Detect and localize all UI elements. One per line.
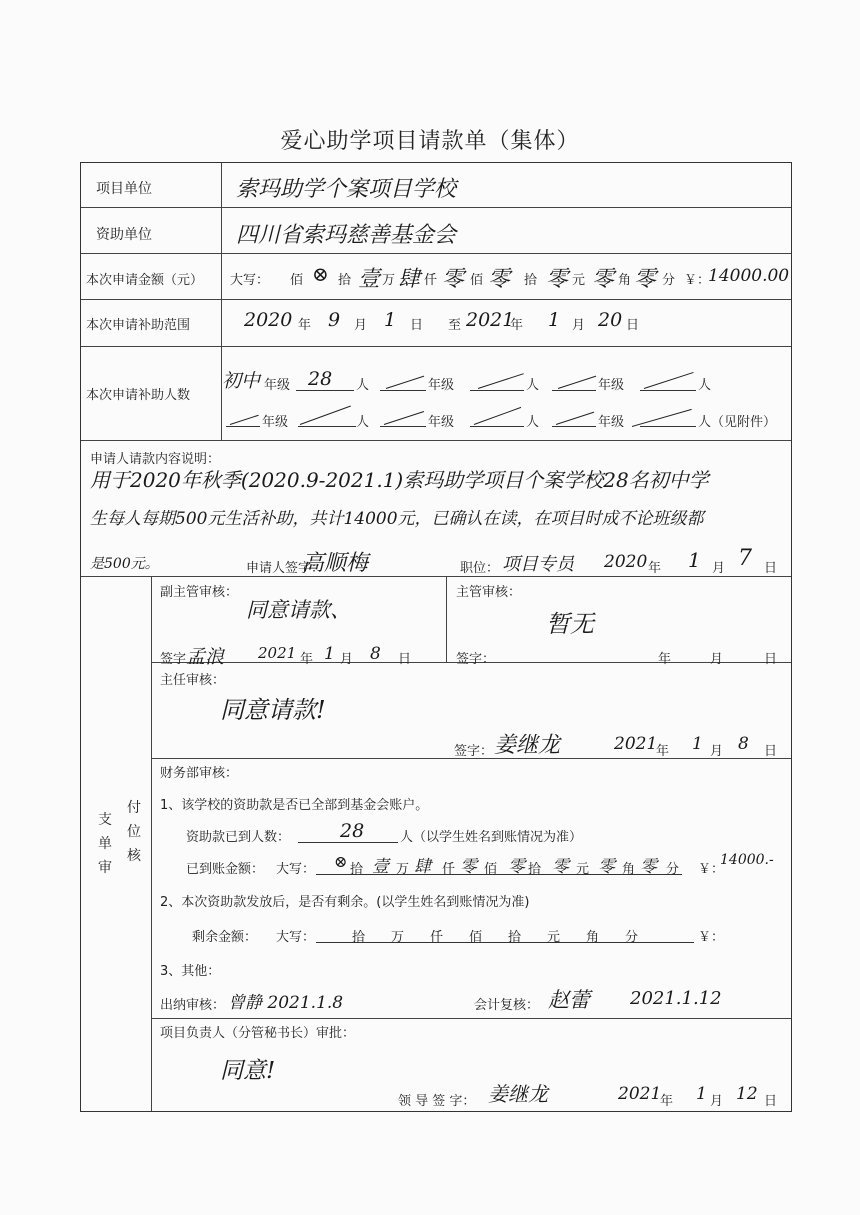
account-numeric: 14000.- <box>720 852 774 868</box>
amount-unit-bai2: 佰 <box>470 273 484 288</box>
people-attachment-note: 人（见附件） <box>698 415 777 430</box>
leader-year: 2021 <box>618 1084 662 1104</box>
supervisor-day-label: 日 <box>764 652 778 667</box>
director-year: 2021 <box>614 734 658 754</box>
people-person-label-4: 人 <box>698 378 712 393</box>
cashier-label: 出纳审核： <box>160 998 226 1013</box>
project-unit-label: 项目单位 <box>96 181 152 197</box>
amount-unit-wan: 万 <box>382 273 396 288</box>
amount-digit-4: 零 <box>488 267 511 292</box>
deputy-label: 副主管审核： <box>160 585 239 600</box>
explanation-line-3: 是500元。 <box>90 556 159 572</box>
arrived-label: 资助款已到人数： <box>186 830 291 845</box>
account-digit-4: 零 <box>508 857 525 877</box>
account-digit-7: 零 <box>640 857 657 877</box>
amount-unit-yuan: 元 <box>572 273 586 288</box>
amount-unit-shi2: 拾 <box>524 273 538 288</box>
position-label: 职位： <box>460 561 500 576</box>
supervisor-sign-label: 签字： <box>456 652 496 667</box>
range-end-day: 20 <box>598 309 623 331</box>
leader-comment: 同意! <box>220 1058 276 1084</box>
funding-unit-label: 资助单位 <box>96 227 152 243</box>
remain-units: 拾 万 仟 佰 拾 元 角 分 <box>352 930 639 945</box>
range-start-day: 1 <box>384 309 397 331</box>
apply-day-label: 日 <box>764 561 778 576</box>
range-start-month: 9 <box>328 309 341 331</box>
arrived-note: 人（以学生姓名到账情况为准） <box>400 830 583 845</box>
people-grade-label-2: 年级 <box>428 378 455 393</box>
deputy-year-label: 年 <box>300 652 314 667</box>
amount-unit-jiao: 角 <box>618 273 632 288</box>
director-signature: 姜继龙 <box>494 733 561 758</box>
range-label: 本次申请补助范围 <box>86 318 191 333</box>
amount-digit-0: ⊗ <box>312 262 329 286</box>
apply-day: 7 <box>738 546 752 571</box>
funding-unit-value: 四川省索玛慈善基金会 <box>236 223 457 248</box>
amount-unit-bai: 佰 <box>290 273 304 288</box>
apply-year-label: 年 <box>648 561 662 576</box>
people-person-label-3: 人 <box>526 378 540 393</box>
amount-digit-7: 零 <box>634 267 657 292</box>
explanation-label: 申请人请款内容说明： <box>90 452 221 467</box>
deputy-year: 2021 <box>258 644 297 662</box>
people-person-label-1: 人 <box>356 378 370 393</box>
leader-signature: 姜继龙 <box>488 1082 548 1106</box>
supervisor-month-label: 月 <box>710 652 724 667</box>
range-end-month: 1 <box>548 309 561 331</box>
account-unit-qian: 仟 <box>442 862 456 877</box>
range-month-label-2: 月 <box>572 318 586 333</box>
director-day-label: 日 <box>764 744 778 759</box>
finance-q1: 1、该学校的资助款是否已全部到基金会账户。 <box>160 798 429 813</box>
director-month-label: 月 <box>710 744 724 759</box>
leader-sign-label: 领 导 签 字： <box>398 1094 476 1109</box>
account-digit-3: 零 <box>460 857 477 877</box>
payment-label-right: 付位核 <box>127 800 141 864</box>
director-label: 主任审核： <box>160 673 226 688</box>
leader-month: 1 <box>696 1084 707 1104</box>
amount-digit-2: 肆 <box>398 267 421 292</box>
amount-yen-label: ￥： <box>684 273 711 288</box>
apply-month-label: 月 <box>712 561 726 576</box>
amount-digit-1: 壹 <box>358 267 381 292</box>
leader-year-label: 年 <box>660 1094 674 1109</box>
people-grade-label-5: 年级 <box>428 415 455 430</box>
accountant-label: 会计复核： <box>474 998 540 1013</box>
account-daxie: 大写： <box>276 862 316 877</box>
range-day-label-1: 日 <box>410 318 424 333</box>
leader-day-label: 日 <box>764 1094 778 1109</box>
amount-unit-qian: 仟 <box>424 273 438 288</box>
deputy-month: 1 <box>324 644 335 664</box>
range-day-label-2: 日 <box>626 318 640 333</box>
deputy-day: 8 <box>370 644 381 664</box>
leader-day: 12 <box>736 1084 758 1104</box>
explanation-line-2: 生每人每期500元生活补助，共计14000元，已确认在读，在项目时成不论班级都 <box>90 509 704 529</box>
applicant-signature: 高顺梅 <box>302 551 369 576</box>
deputy-day-label: 日 <box>398 652 412 667</box>
account-unit-shi: 拾 <box>350 862 364 877</box>
people-grade-label-4: 年级 <box>262 415 289 430</box>
payment-label-left: 支单审 <box>98 812 112 876</box>
range-start-year: 2020 <box>244 309 293 331</box>
deputy-month-label: 月 <box>340 652 354 667</box>
account-yen-label: ￥： <box>698 862 725 877</box>
arrived-count: 28 <box>340 820 365 842</box>
people-grade-label-1: 年级 <box>264 378 291 393</box>
people-first-count: 28 <box>308 368 333 390</box>
range-end-year: 2021 <box>466 309 515 331</box>
people-grade-label-3: 年级 <box>598 378 625 393</box>
account-label: 已到账金额： <box>186 862 265 877</box>
deputy-comment: 同意请款、 <box>246 598 351 622</box>
amount-numeric: 14000.00 <box>708 266 790 286</box>
people-grade-label-6: 年级 <box>598 415 625 430</box>
director-day: 8 <box>738 734 749 754</box>
finance-q3: 3、其他： <box>160 964 221 979</box>
range-year-label-2: 年 <box>510 318 524 333</box>
project-unit-value: 索玛助学个案项目学校 <box>236 177 457 202</box>
form-title: 爱心助学项目请款单（集体） <box>280 129 580 154</box>
account-digit-1: 壹 <box>372 857 389 877</box>
account-unit-bai: 佰 <box>484 862 498 877</box>
cashier-signature: 曾静 2021.1.8 <box>228 993 344 1013</box>
director-comment: 同意请款! <box>220 696 326 724</box>
supervisor-comment: 暂无 <box>546 610 594 638</box>
range-year-label-1: 年 <box>298 318 312 333</box>
account-unit-wan: 万 <box>396 862 410 877</box>
people-first-grade: 初中 <box>222 370 261 392</box>
range-to-label: 至 <box>448 318 462 333</box>
amount-unit-fen: 分 <box>662 273 676 288</box>
remain-yen-label: ￥： <box>698 930 725 945</box>
finance-label: 财务部审核： <box>160 766 239 781</box>
supervisor-year-label: 年 <box>658 652 672 667</box>
applicant-sign-label: 申请人签字： <box>246 561 325 576</box>
account-unit-fen: 分 <box>666 862 680 877</box>
account-digit-6: 零 <box>598 857 615 877</box>
deputy-sign-label: 签字 <box>160 652 187 667</box>
amount-daxie-label: 大写： <box>230 273 270 288</box>
range-month-label-1: 月 <box>354 318 368 333</box>
leader-month-label: 月 <box>710 1094 724 1109</box>
position-value: 项目专员 <box>502 554 574 575</box>
people-person-label-5: 人 <box>356 415 370 430</box>
account-digit-2: 肆 <box>414 857 431 877</box>
director-year-label: 年 <box>656 744 670 759</box>
amount-digit-5: 零 <box>546 267 569 292</box>
account-unit-shi2: 拾 <box>528 862 542 877</box>
leader-label: 项目负责人（分管秘书长）审批： <box>160 1026 356 1041</box>
amount-digit-6: 零 <box>592 267 615 292</box>
account-unit-jiao: 角 <box>622 862 636 877</box>
accountant-date: 2021.1.12 <box>630 988 722 1009</box>
explanation-line-1: 用于2020年秋季(2020.9-2021.1)索玛助学项目个案学校28名初中学 <box>90 468 709 492</box>
deputy-signature: 孟浪 <box>186 646 225 668</box>
people-person-label-6: 人 <box>526 415 540 430</box>
apply-month: 1 <box>688 548 701 572</box>
accountant-signature: 赵蕾 <box>548 988 590 1012</box>
apply-year: 2020 <box>604 552 648 572</box>
remain-daxie: 大写： <box>276 930 316 945</box>
account-unit-yuan: 元 <box>576 862 590 877</box>
director-sign-label: 签字： <box>454 744 494 759</box>
finance-q2: 2、本次资助款发放后，是否有剩余。(以学生姓名到账情况为准) <box>160 895 530 910</box>
director-month: 1 <box>692 734 703 754</box>
amount-digit-3: 零 <box>442 267 465 292</box>
people-label: 本次申请补助人数 <box>86 388 191 403</box>
supervisor-label: 主管审核： <box>456 585 522 600</box>
remain-label: 剩余金额： <box>192 930 258 945</box>
amount-unit-shi: 拾 <box>338 273 352 288</box>
account-digit-5: 零 <box>552 857 569 877</box>
amount-label: 本次申请金额（元） <box>86 273 204 288</box>
account-digit-0: ⊗ <box>334 852 348 871</box>
